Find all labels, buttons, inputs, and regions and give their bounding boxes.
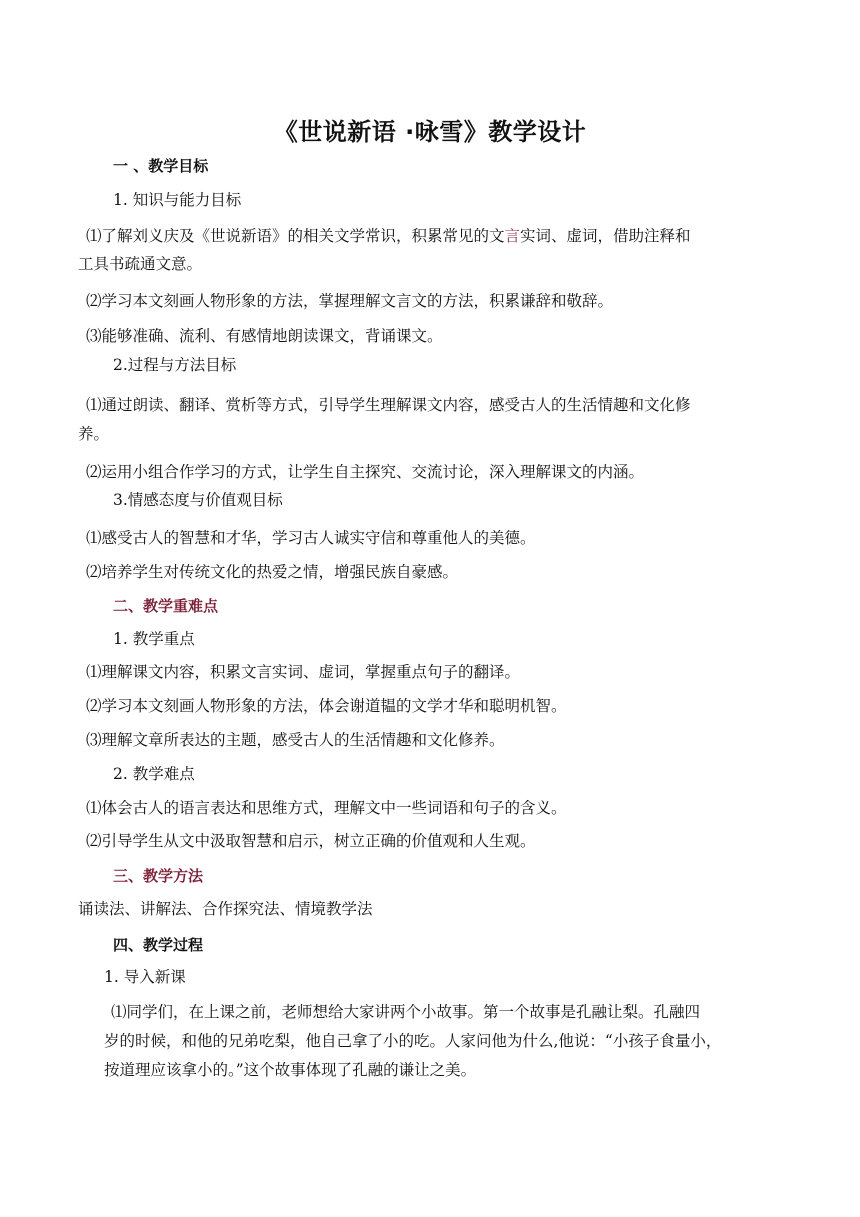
paragraph: ⑴感受古人的智慧和才华，学习古人诚实守信和尊重他人的美德。 <box>86 529 536 547</box>
paragraph: ⑵培养学生对传统文化的热爱之情，增强民族自豪感。 <box>86 563 459 581</box>
paragraph: ⑵学习本文刻画人物形象的方法，体会谢道韫的文学才华和聪明机智。 <box>86 697 567 715</box>
subheading-difficulty: 2. 教学难点 <box>113 765 195 783</box>
subheading-intro: 1. 导入新课 <box>104 968 186 986</box>
section-heading-methods: 三、教学方法 <box>113 867 204 885</box>
paragraph: ⑶理解文章所表达的主题，感受古人的生活情趣和文化修养。 <box>86 731 505 749</box>
section-heading-process: 四、教学过程 <box>113 936 204 954</box>
section-heading-key-points: 二、教学重难点 <box>113 597 219 615</box>
paragraph-continued: 养。 <box>78 425 110 443</box>
paragraph-continued: 工具书疏通文意。 <box>78 255 203 273</box>
paragraph: ⑴理解课文内容，积累文言实词、虚词，掌握重点句子的翻译。 <box>86 663 521 681</box>
paragraph: 诵读法、讲解法、合作探究法、情境教学法 <box>78 900 373 918</box>
paragraph: ⑵学习本文刻画人物形象的方法，掌握理解文言文的方法，积累谦辞和敬辞。 <box>86 292 614 310</box>
paragraph: ⑴通过朗读、翻译、赏析等方式，引导学生理解课文内容，感受古人的生活情趣和文化修 <box>86 396 691 414</box>
paragraph: ⑵引导学生从文中汲取智慧和启示，树立正确的价值观和人生观。 <box>86 832 536 850</box>
text: 实词、虚词，借助注释和 <box>520 227 691 245</box>
page-title: 《世说新语 ·咏雪》教学设计 <box>273 118 587 146</box>
paragraph-continued: 岁的时候，和他的兄弟吃梨，他自己拿了小的吃。人家问他为什么,他说：“小孩子食量小， <box>104 1032 722 1050</box>
paragraph: ⑶能够准确、流利、有感情地朗读课文，背诵课文。 <box>86 327 443 345</box>
subheading-focus: 1. 教学重点 <box>113 630 195 648</box>
paragraph: ⑵运用小组合作学习的方式，让学生自主探究、交流讨论，深入理解课文的内涵。 <box>86 463 645 481</box>
section-heading-goals: 一 、教学目标 <box>113 157 209 175</box>
paragraph-continued: 按道理应该拿小的。”这个故事体现了孔融的谦让之美。 <box>104 1061 477 1079</box>
paragraph: ⑴体会古人的语言表达和思维方式，理解文中一些词语和句子的含义。 <box>86 799 567 817</box>
paragraph <box>86 225 691 247</box>
text-accent: 言 <box>504 227 521 245</box>
subheading-emotion: 3.情感态度与价值观目标 <box>113 491 283 509</box>
text: ⑴了解刘义庆及《世说新语》的相关文学常识，积累常见的文 <box>86 227 505 245</box>
subheading-knowledge: 1. 知识与能力目标 <box>113 191 242 209</box>
subheading-process: 2.过程与方法目标 <box>113 356 237 374</box>
paragraph: ⑴同学们，在上课之前，老师想给大家讲两个小故事。第一个故事是孔融让梨。孔融四 <box>111 1003 701 1021</box>
